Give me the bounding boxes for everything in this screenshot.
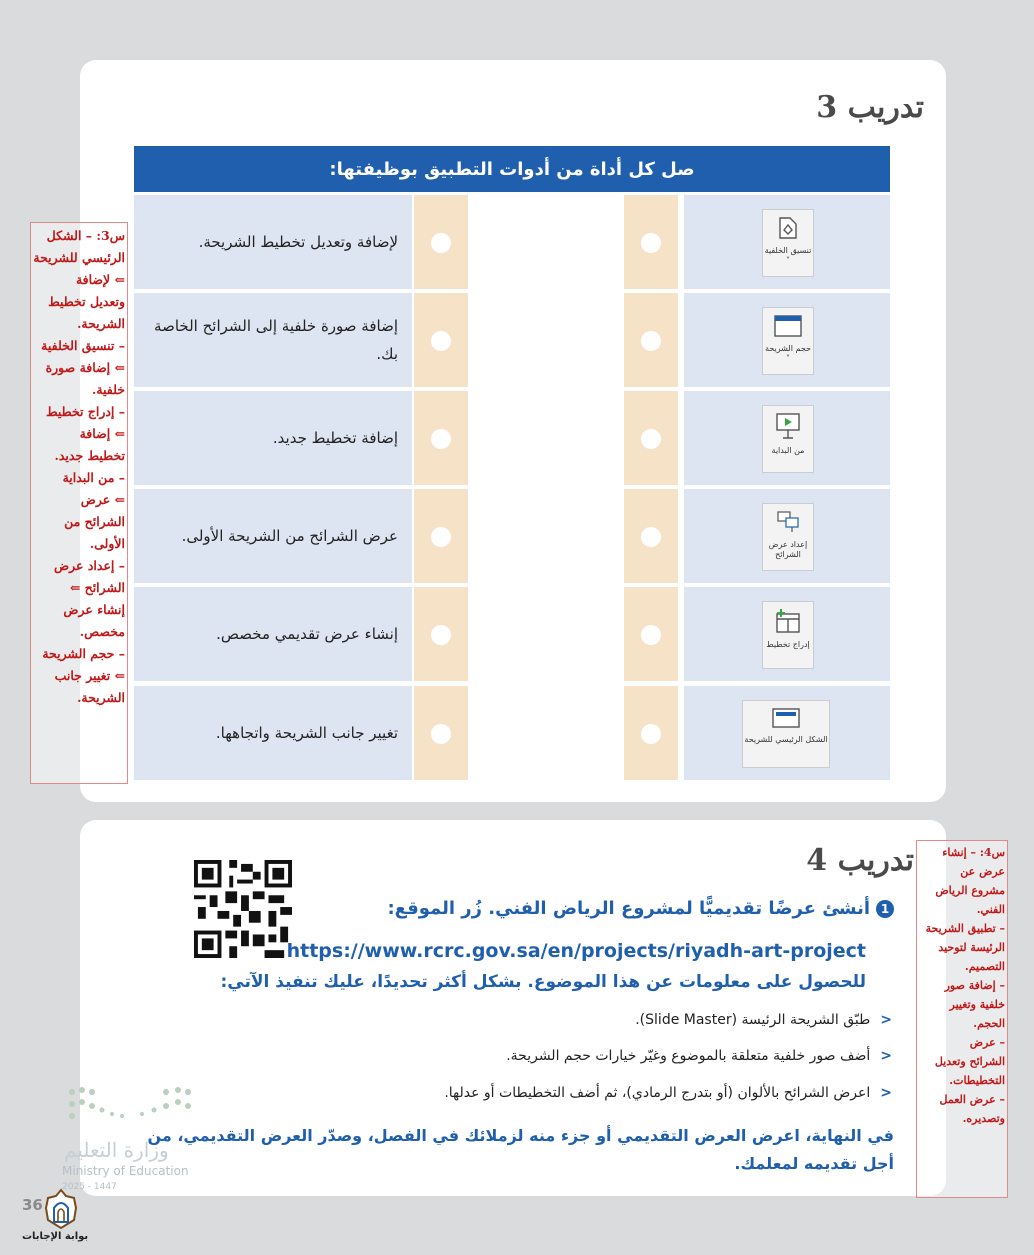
- final-instruction-line2: أجل تقديمه لمعلمك.: [734, 1154, 894, 1173]
- tool-connector-dot[interactable]: [641, 724, 661, 744]
- tool-label: إدراج تخطيط: [766, 640, 810, 649]
- tool-cell: [684, 293, 890, 387]
- matching-row: [134, 293, 890, 387]
- ministry-name-en: Ministry of Education: [62, 1164, 189, 1178]
- tool-button[interactable]: [762, 405, 814, 473]
- function-cell: [134, 587, 412, 681]
- tool-connector-dot[interactable]: [641, 331, 661, 351]
- task-bullet: [635, 1012, 892, 1028]
- function-connector-dot[interactable]: [431, 233, 451, 253]
- task-bullet-text: طبّق الشريحة الرئيسة (Slide Master).: [635, 1012, 871, 1028]
- tool-label: حجم الشريحة ˅: [765, 344, 811, 363]
- tool-connector-dot[interactable]: [641, 429, 661, 449]
- answers-gate-label: بوابة الإجابات: [22, 1231, 89, 1242]
- exercise3-title: تدريب 3: [816, 90, 924, 125]
- tool-connector-dot[interactable]: [641, 527, 661, 547]
- function-cell: [134, 391, 412, 485]
- matching-row: [134, 195, 890, 289]
- insert-layout-icon: [773, 602, 803, 640]
- function-text: لإضافة وتعديل تخطيط الشريحة.: [198, 233, 398, 251]
- matching-row: [134, 391, 890, 485]
- function-cell: [134, 293, 412, 387]
- tool-cell: [684, 587, 890, 681]
- matching-row: [134, 587, 890, 681]
- tool-connector-cell: [624, 686, 678, 780]
- function-cell: [134, 489, 412, 583]
- final-instruction-line1: في النهاية، اعرض العرض التقديمي أو جزء منه لزملائك في الفصل، وصدّر العرض التقديمي، من: [147, 1126, 894, 1145]
- project-url-link[interactable]: https://www.rcrc.gov.sa/en/projects/riyadh-art-project: [286, 940, 866, 962]
- function-connector-cell: [414, 195, 468, 289]
- function-cell: [134, 686, 412, 780]
- function-connector-cell: [414, 686, 468, 780]
- tool-connector-dot[interactable]: [641, 233, 661, 253]
- tool-button[interactable]: [762, 503, 814, 571]
- task-intro: [387, 898, 894, 919]
- function-text: إضافة تخطيط جديد.: [272, 429, 398, 447]
- tool-button[interactable]: [762, 307, 814, 375]
- function-cell: [134, 195, 412, 289]
- task-number-badge: 1: [876, 900, 894, 918]
- chevron-left-icon: <: [880, 1012, 892, 1028]
- function-connector-dot[interactable]: [431, 724, 451, 744]
- ministry-year: 2025 - 1447: [62, 1182, 117, 1192]
- function-connector-dot[interactable]: [431, 331, 451, 351]
- answers-gate-logo-icon: [40, 1188, 82, 1230]
- tool-connector-cell: [624, 195, 678, 289]
- matching-instruction: صل كل أداة من أدوات التطبيق بوظيفتها:: [134, 146, 890, 192]
- tool-cell: [684, 391, 890, 485]
- answer-note-q3: س3: – الشكل الرئيسي للشريحة ⇐ لإضافة وتعديل تخطيط الشريحة. – تنسيق الخلفية ⇐ إضافة صورة خلفية. – إدراج تخطيط ⇐ إضافة تخطيط جديد. – من البداية ⇐ عرض الشرائح من الأولى. – إعداد عرض الشرائح ⇐ إنشاء عرض مخصص. – حجم الشريحة ⇐ تغيير جانب الشريحة.: [30, 222, 128, 784]
- tool-cell: [684, 195, 890, 289]
- function-connector-cell: [414, 293, 468, 387]
- matching-row: [134, 489, 890, 583]
- tool-label: تنسيق الخلفية ˅: [764, 246, 812, 265]
- task-bullet: [506, 1048, 892, 1064]
- chevron-left-icon: <: [880, 1048, 892, 1064]
- chevron-left-icon: <: [880, 1085, 892, 1101]
- tool-connector-cell: [624, 489, 678, 583]
- from-beginning-icon: [775, 406, 801, 446]
- function-text: عرض الشرائح من الشريحة الأولى.: [181, 527, 398, 545]
- task-bullet-text: أضف صور خلفية متعلقة بالموضوع وغيّر خيارات حجم الشريحة.: [506, 1048, 871, 1064]
- tool-cell: [684, 489, 890, 583]
- ministry-name-ar: وزارة التعليم: [64, 1138, 169, 1162]
- tool-connector-cell: [624, 587, 678, 681]
- tool-label: من البداية: [771, 446, 805, 455]
- tool-button[interactable]: [762, 209, 814, 277]
- matching-gap: [474, 587, 624, 681]
- tool-button[interactable]: [762, 601, 814, 669]
- function-connector-dot[interactable]: [431, 429, 451, 449]
- function-connector-dot[interactable]: [431, 625, 451, 645]
- function-text: إنشاء عرض تقديمي مخصص.: [216, 625, 398, 643]
- exercise4-title: تدريب 4: [806, 843, 914, 878]
- tool-label: الشكل الرئيسي للشريحة: [744, 735, 828, 744]
- tool-label: إعداد عرض الشرائح: [768, 540, 808, 559]
- matching-row: [134, 686, 890, 780]
- matching-gap: [474, 686, 624, 780]
- function-text: إضافة صورة خلفية إلى الشرائح الخاصة بك.: [154, 317, 398, 363]
- function-connector-cell: [414, 489, 468, 583]
- slide-size-icon: [773, 308, 803, 344]
- slide-master-icon: [771, 701, 801, 735]
- qr-code-icon[interactable]: [194, 860, 292, 958]
- task-intro-text: أنشئ عرضًا تقديميًّا لمشروع الرياض الفني. زُر الموقع:: [387, 898, 870, 919]
- tool-connector-dot[interactable]: [641, 625, 661, 645]
- setup-slideshow-icon: [775, 504, 801, 540]
- function-connector-cell: [414, 391, 468, 485]
- page-number: 36: [22, 1196, 43, 1214]
- matching-gap: [474, 293, 624, 387]
- function-connector-dot[interactable]: [431, 527, 451, 547]
- function-text: تغيير جانب الشريحة واتجاهها.: [215, 724, 398, 742]
- tool-cell: [684, 686, 890, 780]
- matching-gap: [474, 391, 624, 485]
- matching-gap: [474, 489, 624, 583]
- task-detail: للحصول على معلومات عن هذا الموضوع. بشكل أكثر تحديدًا، عليك تنفيذ الآتي:: [220, 972, 866, 992]
- format-background-icon: [777, 210, 799, 246]
- function-connector-cell: [414, 587, 468, 681]
- matching-gap: [474, 195, 624, 289]
- tool-button[interactable]: [742, 700, 830, 768]
- tool-connector-cell: [624, 391, 678, 485]
- ministry-logo-icon: [62, 1080, 202, 1140]
- answer-note-q4: س4: – إنشاء عرض عن مشروع الرياض الفني. – تطبيق الشريحة الرئيسة لتوحيد التصميم. – إضافة صور خلفية وتغيير الحجم. – عرض الشرائح وتعديل التخطيطات. – عرض العمل وتصديره.: [916, 840, 1008, 1198]
- tool-connector-cell: [624, 293, 678, 387]
- task-bullet-text: اعرض الشرائح بالألوان (أو بتدرج الرمادي)، ثم أضف التخطيطات أو عدلها.: [444, 1085, 871, 1101]
- task-bullet: [444, 1085, 892, 1101]
